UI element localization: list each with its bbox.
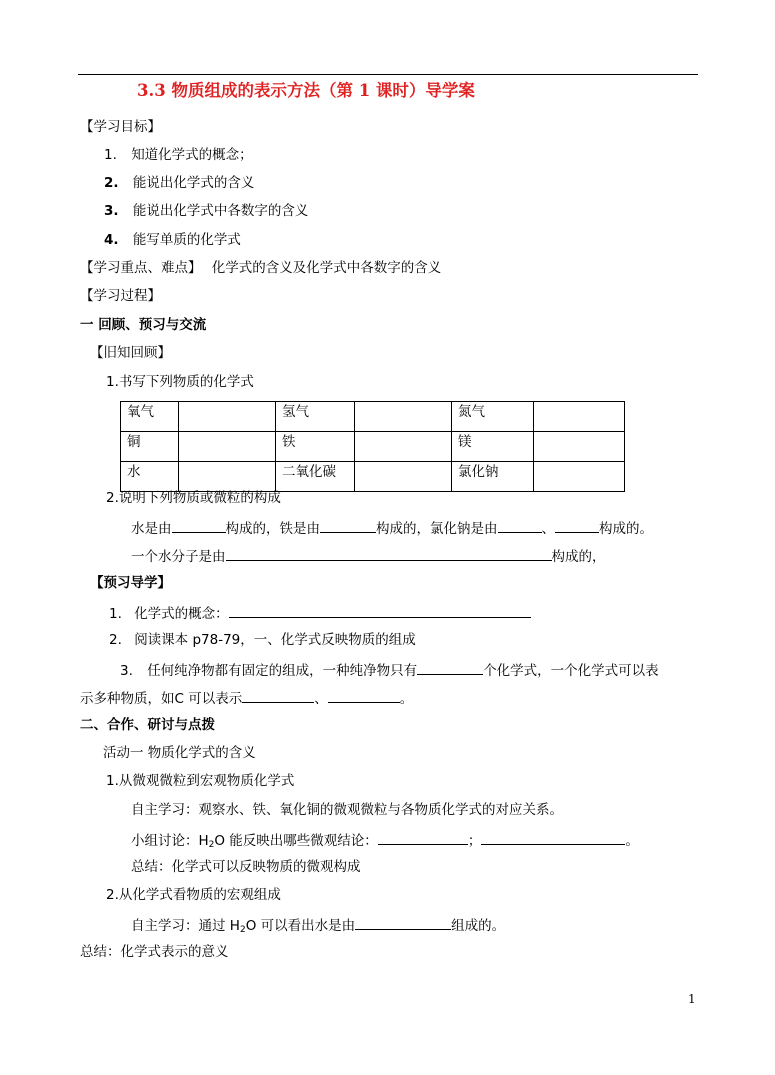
table-cell: 氧气 xyxy=(121,402,179,432)
text: 自主学习：通过 H xyxy=(131,918,240,934)
answer-cell[interactable] xyxy=(179,402,276,432)
section2-heading: 二、合作、研讨与点拨 xyxy=(80,717,215,733)
answer-cell[interactable] xyxy=(179,432,276,462)
answer-cell[interactable] xyxy=(355,432,452,462)
preview-item-2 xyxy=(109,631,416,649)
table-cell: 氯化钠 xyxy=(452,462,534,492)
header-rule xyxy=(78,74,698,75)
preview-heading: 【预习导学】 xyxy=(90,575,171,591)
item-text: 任何纯净物都有固定的组成，一种纯净物只有 xyxy=(147,663,418,679)
table-row xyxy=(121,432,625,462)
table-cell: 铁 xyxy=(276,432,355,462)
text: 组成的。 xyxy=(451,918,506,934)
question-1: 1.书写下列物质的化学式 xyxy=(106,374,254,390)
answer-cell[interactable] xyxy=(534,402,625,432)
answer-cell[interactable] xyxy=(534,432,625,462)
review-heading: 【旧知回顾】 xyxy=(90,345,171,361)
subscript: 2 xyxy=(208,840,215,850)
item-num: 3. xyxy=(120,663,133,679)
item-num: 1. xyxy=(109,606,122,622)
answer-blank[interactable] xyxy=(328,688,400,703)
key-points xyxy=(80,259,441,277)
item-num: 2. xyxy=(109,632,122,648)
objective-text: 能写单质的化学式 xyxy=(132,232,241,248)
key-points-text: 化学式的含义及化学式中各数字的含义 xyxy=(211,260,442,276)
objective-item xyxy=(104,202,308,220)
answer-blank[interactable] xyxy=(242,688,314,703)
answer-blank[interactable] xyxy=(481,830,625,845)
q2-text: 构成的，铁是由 xyxy=(225,521,320,537)
q2-text: 一个水分子是由 xyxy=(131,549,226,565)
objectives-heading: 【学习目标】 xyxy=(80,119,161,135)
q2-text: 水是由 xyxy=(131,521,172,537)
table-cell: 二氧化碳 xyxy=(276,462,355,492)
summary-1: 总结：化学式可以反映物质的微观构成 xyxy=(131,859,361,875)
objective-item xyxy=(104,231,241,249)
key-points-label: 【学习重点、难点】 xyxy=(80,260,202,276)
text: 小组讨论：H xyxy=(131,833,209,849)
text: O 能反映出哪些微观结论： xyxy=(214,833,378,849)
answer-blank[interactable] xyxy=(378,830,468,845)
objective-num: 4. xyxy=(104,232,119,248)
activity-title: 活动一 物质化学式的含义 xyxy=(103,745,256,761)
q2-text: 构成的， xyxy=(551,549,606,565)
process-heading: 【学习过程】 xyxy=(80,288,161,304)
question-2: 2.说明下列物质或微粒的构成 xyxy=(106,490,281,506)
answer-blank[interactable] xyxy=(229,603,531,618)
text: O 可以看出水是由 xyxy=(245,918,356,934)
objective-item xyxy=(104,174,254,192)
answer-blank[interactable] xyxy=(417,660,483,675)
self-study: 自主学习：观察水、铁、氧化铜的微观微粒与各物质化学式的对应关系。 xyxy=(131,802,563,818)
section1-heading: 一 回顾、预习与交流 xyxy=(80,317,207,333)
text: ； xyxy=(467,833,482,849)
answer-blank[interactable] xyxy=(498,518,542,533)
objective-num: 1. xyxy=(104,147,117,163)
answer-blank[interactable] xyxy=(555,518,599,533)
group-discussion xyxy=(131,830,639,854)
objective-text: 能说出化学式中各数字的含义 xyxy=(132,203,309,219)
q2-line-2 xyxy=(131,546,606,566)
q2-text: 、 xyxy=(541,521,555,537)
q2-line-1 xyxy=(131,518,653,538)
item-text: 。 xyxy=(399,691,414,707)
answer-cell[interactable] xyxy=(179,462,276,492)
item-text: 、 xyxy=(314,691,328,707)
item-text: 阅读课本 p78-79，一、化学式反映物质的组成 xyxy=(134,632,416,648)
answer-blank[interactable] xyxy=(226,546,552,561)
answer-blank[interactable] xyxy=(355,915,451,930)
table-cell: 氢气 xyxy=(276,402,355,432)
subscript: 2 xyxy=(239,925,246,935)
table-cell: 氮气 xyxy=(452,402,534,432)
preview-item-3 xyxy=(120,660,659,680)
item-text: 个化学式，一个化学式可以表 xyxy=(483,663,659,679)
objective-text: 能说出化学式的含义 xyxy=(132,175,255,191)
answer-blank[interactable] xyxy=(172,518,226,533)
objective-num: 3. xyxy=(104,203,119,219)
formula-table xyxy=(120,401,625,492)
answer-blank[interactable] xyxy=(320,518,376,533)
self-study-2 xyxy=(131,915,505,939)
table-row xyxy=(121,462,625,492)
page-number: 1 xyxy=(688,992,696,1006)
preview-item-3-cont xyxy=(80,688,413,708)
objective-item xyxy=(104,146,253,164)
table-cell: 铜 xyxy=(121,432,179,462)
subsection-1: 1.从微观微粒到宏观物质化学式 xyxy=(106,773,295,789)
q2-text: 构成的，氯化钠是由 xyxy=(376,521,498,537)
page-title: 3.3 物质组成的表示方法（第 1 课时）导学案 xyxy=(137,81,475,100)
answer-cell[interactable] xyxy=(534,462,625,492)
table-cell: 水 xyxy=(121,462,179,492)
table-cell: 镁 xyxy=(452,432,534,462)
subsection-2: 2.从化学式看物质的宏观组成 xyxy=(106,887,281,903)
objective-num: 2. xyxy=(104,175,119,191)
table-row xyxy=(121,402,625,432)
item-text: 示多种物质，如C 可以表示 xyxy=(80,691,243,707)
answer-cell[interactable] xyxy=(355,462,452,492)
preview-item-1 xyxy=(109,603,531,623)
q2-text: 构成的。 xyxy=(599,521,653,537)
item-text: 化学式的概念： xyxy=(134,606,229,622)
objective-text: 知道化学式的概念； xyxy=(131,147,253,163)
answer-cell[interactable] xyxy=(355,402,452,432)
summary-2: 总结：化学式表示的意义 xyxy=(80,944,229,960)
text: 。 xyxy=(625,833,639,849)
